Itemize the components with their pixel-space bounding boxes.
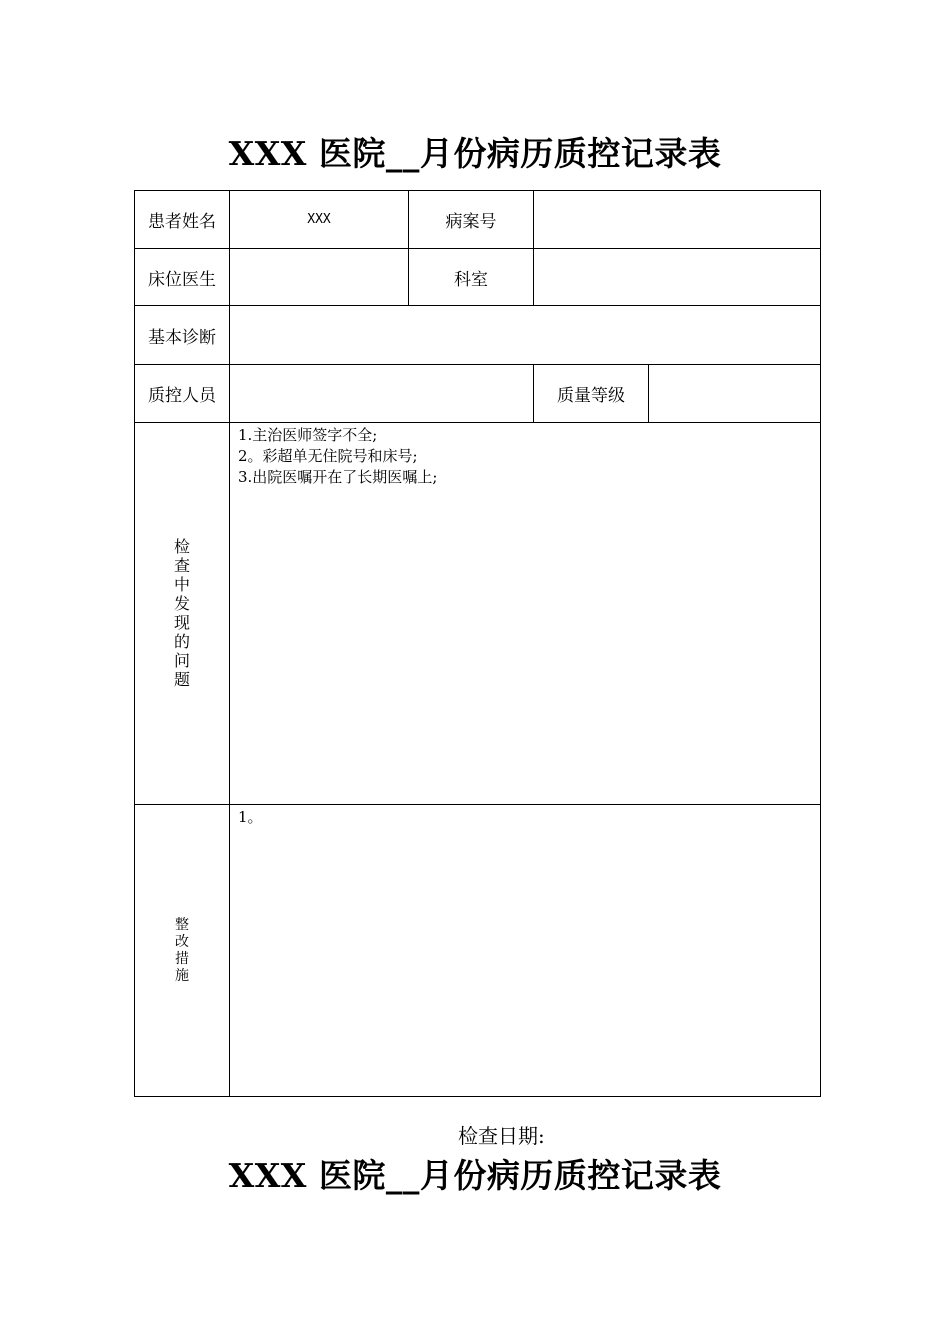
table-row	[135, 365, 821, 423]
issues-label: 检查中发现的问题	[135, 423, 230, 805]
page-title: XXX 医院__月份病历质控记录表	[228, 134, 722, 173]
diagnosis-label: 基本诊断	[135, 306, 230, 365]
issues-field[interactable]	[230, 423, 821, 805]
check-date-label: 检查日期:	[458, 1124, 545, 1148]
case-number-label: 病案号	[409, 191, 534, 249]
diagnosis-field[interactable]	[230, 306, 821, 365]
measure-item: 1。	[238, 808, 263, 826]
page-title-repeat: XXX 医院__月份病历质控记录表	[228, 1156, 722, 1195]
department-field[interactable]	[534, 249, 821, 306]
quality-grade-field[interactable]	[649, 365, 821, 423]
patient-name-field[interactable]: XXX	[230, 191, 409, 249]
measures-field[interactable]	[230, 805, 821, 1097]
table-row	[135, 249, 821, 306]
patient-name-label: 患者姓名	[135, 191, 230, 249]
issue-item: 1.主治医师签字不全;	[238, 426, 378, 444]
case-number-field[interactable]	[534, 191, 821, 249]
table-row	[135, 423, 821, 805]
issue-item: 2。彩超单无住院号和床号;	[238, 447, 418, 465]
quality-grade-label: 质量等级	[534, 365, 649, 423]
bed-doctor-label: 床位医生	[135, 249, 230, 306]
table-row	[135, 805, 821, 1097]
measures-label: 整改措施	[135, 805, 230, 1097]
table-row	[135, 306, 821, 365]
issue-item: 3.出院医嘱开在了长期医嘱上;	[238, 468, 438, 486]
qc-person-field[interactable]	[230, 365, 534, 423]
qc-person-label: 质控人员	[135, 365, 230, 423]
department-label: 科室	[409, 249, 534, 306]
table-row	[135, 191, 821, 249]
qc-record-table	[134, 190, 821, 1097]
bed-doctor-field[interactable]	[230, 249, 409, 306]
